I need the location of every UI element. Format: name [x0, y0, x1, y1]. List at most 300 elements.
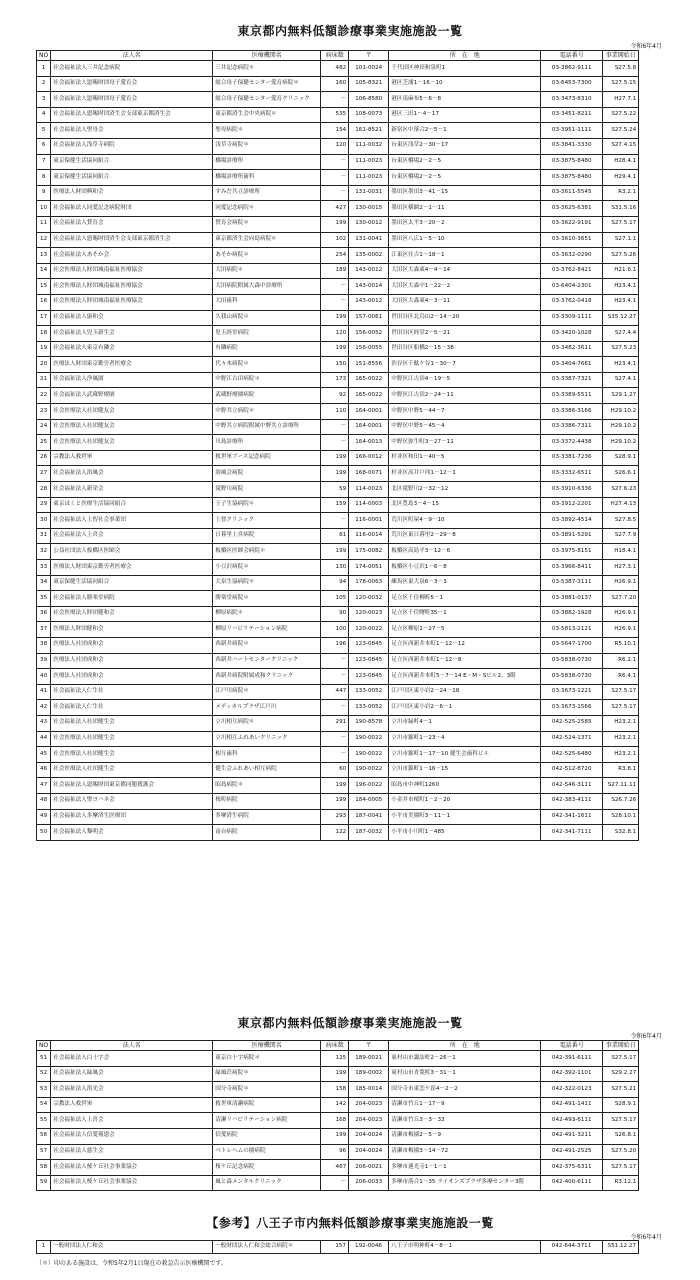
row-number: 42: [37, 700, 51, 716]
facility-name: あそか病院＊: [213, 248, 321, 264]
corporation-name: 一般財団法人仁和会: [51, 1241, 213, 1254]
row-number: 57: [37, 1144, 51, 1160]
phone-number: 042-525-2585: [541, 715, 603, 731]
postal-code: 157-0061: [349, 310, 389, 326]
table-row: [37, 61, 639, 77]
row-number: 2: [37, 76, 51, 92]
row-number: 23: [37, 404, 51, 420]
header-row: [37, 1041, 639, 1051]
column-header: 〒: [349, 51, 389, 61]
bed-count: 467: [321, 1160, 349, 1176]
corporation-name: 社会福祉法人恩賜財団済生会支部東京都済生会: [51, 232, 213, 248]
address: 足立区西新井本町1－12－8: [389, 653, 541, 669]
phone-number: 03-3632-0290: [541, 248, 603, 264]
row-number: 50: [37, 825, 51, 841]
row-number: 37: [37, 622, 51, 638]
address: 墨田区太平3－20－2: [389, 216, 541, 232]
facility-name: 南台病院: [213, 825, 321, 841]
row-number: 58: [37, 1160, 51, 1176]
address: 港区三田1－4－17: [389, 107, 541, 123]
postal-code: 116-0001: [349, 513, 389, 529]
address: 大田区大森東4－3－11: [389, 294, 541, 310]
postal-code: 164-0001: [349, 419, 389, 435]
bed-count: 199: [321, 1066, 349, 1082]
table-row: [37, 1241, 639, 1254]
column-header: 病床数: [321, 51, 349, 61]
phone-number: 03-3622-9191: [541, 216, 603, 232]
row-number: 36: [37, 606, 51, 622]
address: 荒川区町屋4－9－10: [389, 513, 541, 529]
facility-name: 救世軍清瀬病院: [213, 1097, 321, 1113]
start-date: H29.10.2: [603, 435, 639, 451]
column-header: 〒: [349, 1041, 389, 1051]
table-row: [37, 1082, 639, 1098]
facility-name: 多摩済生病院: [213, 809, 321, 825]
page2-table: [36, 1040, 639, 1191]
table-row: [37, 778, 639, 794]
facility-name: 浅草寺病院＊: [213, 138, 321, 154]
row-number: 13: [37, 248, 51, 264]
phone-number: 042-491-1411: [541, 1097, 603, 1113]
table-row: [37, 138, 639, 154]
phone-number: 03-3420-1028: [541, 326, 603, 342]
table-row: [37, 232, 639, 248]
start-date: S27.5.26: [603, 248, 639, 264]
start-date: R3.12.1: [603, 1175, 639, 1191]
start-date: S27.5.21: [603, 1082, 639, 1098]
bed-count: 125: [321, 1051, 349, 1067]
bed-count: 535: [321, 107, 349, 123]
bed-count: 168: [321, 1113, 349, 1129]
hachioji-date: 令和6年4月: [630, 1234, 662, 1241]
facility-name: 賛育会病院＊: [213, 216, 321, 232]
postal-code: 174-0051: [349, 560, 389, 576]
facility-name: 東京白十字病院＊: [213, 1051, 321, 1067]
row-number: 20: [37, 357, 51, 373]
start-date: S27.5.15: [603, 76, 639, 92]
corporation-name: 社会福祉法人上宮会: [51, 1113, 213, 1129]
row-number: 7: [37, 154, 51, 170]
postal-code: 123-0845: [349, 653, 389, 669]
table-row: [37, 1051, 639, 1067]
postal-code: 135-0002: [349, 248, 389, 264]
start-date: R3.8.1: [603, 762, 639, 778]
facility-name: 小豆沢病院＊: [213, 560, 321, 576]
row-number: 30: [37, 513, 51, 529]
facility-name: 王子生協病院＊: [213, 497, 321, 513]
postal-code: 105-8321: [349, 76, 389, 92]
corporation-name: 社会医療法人社団健生会: [51, 731, 213, 747]
phone-number: 03-3386-7311: [541, 419, 603, 435]
start-date: S27.4.1: [603, 372, 639, 388]
table-row: [37, 372, 639, 388]
address: 杉並区和田1－40－5: [389, 450, 541, 466]
facility-name: 大田病院＊: [213, 263, 321, 279]
phone-number: 03-3389-5511: [541, 388, 603, 404]
row-number: 47: [37, 778, 51, 794]
table-row: [37, 76, 639, 92]
address: 江東区住吉1－18－1: [389, 248, 541, 264]
row-number: 11: [37, 216, 51, 232]
phone-number: 042-383-4111: [541, 793, 603, 809]
postal-code: 168-0071: [349, 466, 389, 482]
page1-title: 東京都内無料低額診療事業実施施設一覧: [237, 24, 463, 38]
postal-code: 189-0002: [349, 1066, 389, 1082]
table-row: [37, 185, 639, 201]
address: 大田区大森東4－4－14: [389, 263, 541, 279]
table-row: [37, 450, 639, 466]
table-row: [37, 513, 639, 529]
bed-count: 199: [321, 778, 349, 794]
corporation-name: 社会福祉法人多摩済生医療団: [51, 809, 213, 825]
address: 多摩市落合1－35 ライオンズプラザ多摩センター3階: [389, 1175, 541, 1191]
row-number: 9: [37, 185, 51, 201]
facility-name: 有隣病院: [213, 341, 321, 357]
start-date: H28.4.1: [603, 154, 639, 170]
bed-count: 199: [321, 793, 349, 809]
address: 大田区大森中1－22－2: [389, 279, 541, 295]
corporation-name: 東京保健生活協同組合: [51, 170, 213, 186]
address: 足立区柳原1－27－5: [389, 622, 541, 638]
row-number: 41: [37, 684, 51, 700]
postal-code: 206-0033: [349, 1175, 389, 1191]
postal-code: 108-0073: [349, 107, 389, 123]
row-number: 15: [37, 279, 51, 295]
column-header: 所 在 地: [389, 1041, 541, 1051]
table-row: [37, 715, 639, 731]
address: 足立区西新井本町1－12－12: [389, 637, 541, 653]
bed-count: 120: [321, 138, 349, 154]
bed-count: 59: [321, 482, 349, 498]
table-row: [37, 388, 639, 404]
facility-name: 東京都済生会中央病院＊: [213, 107, 321, 123]
bed-count: 157: [321, 1241, 349, 1254]
facility-name: 滝野川病院: [213, 482, 321, 498]
bed-count: 81: [321, 528, 349, 544]
facility-name: 清瀬リハビリテーション病院: [213, 1113, 321, 1129]
page2-title: 東京都内無料低額診療事業実施施設一覧: [237, 1016, 463, 1030]
start-date: S31.5.16: [603, 201, 639, 217]
corporation-name: 社会福祉法人恩賜財団東京都同胞援護会: [51, 778, 213, 794]
bed-count: 150: [321, 357, 349, 373]
bed-count: －: [321, 700, 349, 716]
row-number: 35: [37, 591, 51, 607]
row-number: 6: [37, 138, 51, 154]
corporation-name: 社会医療法人財団健和会: [51, 606, 213, 622]
postal-code: 204-0024: [349, 1144, 389, 1160]
postal-code: 130-0012: [349, 216, 389, 232]
phone-number: 042-341-7111: [541, 825, 603, 841]
row-number: 38: [37, 637, 51, 653]
row-number: 51: [37, 1051, 51, 1067]
address: 杉並区高井戸西1－12－1: [389, 466, 541, 482]
row-number: 31: [37, 528, 51, 544]
start-date: S27.4.4: [603, 326, 639, 342]
table-row: [37, 809, 639, 825]
address: 台東区浅草2－30－17: [389, 138, 541, 154]
corporation-name: 社会福祉法人慈生会: [51, 1144, 213, 1160]
corporation-name: 社会福祉法人恩賜財団母子愛育会: [51, 92, 213, 108]
phone-number: 03-3862-9111: [541, 61, 603, 77]
address: 足立区西新井本町5－7－14 E・M・Sビル2、3階: [389, 669, 541, 685]
corporation-name: 社会福祉法人社団健生会: [51, 715, 213, 731]
row-number: 26: [37, 450, 51, 466]
postal-code: 101-0024: [349, 61, 389, 77]
corporation-name: 医療法人財団興和会: [51, 185, 213, 201]
row-number: 59: [37, 1175, 51, 1191]
column-header: 医療機関名: [213, 1041, 321, 1051]
corporation-name: 公益社団法人板橋区医師会: [51, 544, 213, 560]
address: 千代田区神田和泉町1: [389, 61, 541, 77]
address: 荒川区東日暮里2－29－8: [389, 528, 541, 544]
bed-count: －: [321, 669, 349, 685]
table-row: [37, 341, 639, 357]
address: 小金井市桜町1－2－20: [389, 793, 541, 809]
row-number: 12: [37, 232, 51, 248]
phone-number: 042-375-6311: [541, 1160, 603, 1176]
row-number: 19: [37, 341, 51, 357]
table-row: [37, 263, 639, 279]
row-number: 46: [37, 762, 51, 778]
postal-code: 131-0031: [349, 185, 389, 201]
postal-code: 164-0013: [349, 435, 389, 451]
row-number: 40: [37, 669, 51, 685]
postal-code: 190-0022: [349, 731, 389, 747]
postal-code: 120-0022: [349, 622, 389, 638]
postal-code: 165-0022: [349, 372, 389, 388]
table-row: [37, 107, 639, 123]
table-row: [37, 216, 639, 232]
row-number: 14: [37, 263, 51, 279]
facility-name: 西新井ハートセンタークリニック: [213, 653, 321, 669]
page1-date: 令和6年4月: [630, 43, 662, 50]
phone-number: 03-3882-1928: [541, 606, 603, 622]
start-date: S29.1.27: [603, 388, 639, 404]
facility-name: 西新井病院＊: [213, 637, 321, 653]
facility-name: 風と森メンタルクリニック: [213, 1175, 321, 1191]
postal-code: 116-0014: [349, 528, 389, 544]
start-date: S27.5.17: [603, 684, 639, 700]
row-number: 48: [37, 793, 51, 809]
phone-number: 03-3381-7236: [541, 450, 603, 466]
facility-name: 総合母子保健センター愛育クリニック: [213, 92, 321, 108]
bed-count: 142: [321, 1097, 349, 1113]
table-row: [37, 606, 639, 622]
start-date: H26.9.1: [603, 606, 639, 622]
address: 中野区江古田4－19－5: [389, 372, 541, 388]
start-date: S28.10.1: [603, 809, 639, 825]
postal-code: 190-0022: [349, 747, 389, 763]
postal-code: 192-0046: [349, 1241, 389, 1254]
postal-code: 204-0023: [349, 1113, 389, 1129]
facility-name: 桜ケ丘記念病院: [213, 1160, 321, 1176]
facility-name: 武蔵野療園病院: [213, 388, 321, 404]
facility-name: 代々木病院＊: [213, 357, 321, 373]
postal-code: 114-0023: [349, 482, 389, 498]
start-date: R6.4.1: [603, 669, 639, 685]
corporation-name: 医療法人社団成和会: [51, 669, 213, 685]
start-date: H29.4.1: [603, 170, 639, 186]
table-row: [37, 435, 639, 451]
address: 立川市緑町4－1: [389, 715, 541, 731]
postal-code: 156-0052: [349, 326, 389, 342]
phone-number: 042-400-6111: [541, 1175, 603, 1191]
postal-code: 165-0022: [349, 388, 389, 404]
phone-number: 03-3387-7321: [541, 372, 603, 388]
table-row: [37, 326, 639, 342]
bed-count: 120: [321, 326, 349, 342]
corporation-name: 社会福祉法人浅草寺病院: [51, 138, 213, 154]
corporation-name: 社会福祉法人浴風会: [51, 466, 213, 482]
address: 江戸川区東小岩2－24－18: [389, 684, 541, 700]
start-date: S27.1.1: [603, 232, 639, 248]
address: 小平市美園町3－11－1: [389, 809, 541, 825]
facility-name: 中野共立病院附属中野共立診療所: [213, 419, 321, 435]
start-date: S27.5.17: [603, 1113, 639, 1129]
corporation-name: 社会医療法人社団健生会: [51, 762, 213, 778]
column-header: 事業開始日: [603, 51, 639, 61]
address: 北区豊島3－4－15: [389, 497, 541, 513]
phone-number: 03-3611-5545: [541, 185, 603, 201]
phone-number: 042-322-0123: [541, 1082, 603, 1098]
bed-count: －: [321, 185, 349, 201]
bed-count: 94: [321, 575, 349, 591]
facility-name: 緑風荘病院＊: [213, 1066, 321, 1082]
postal-code: 151-8556: [349, 357, 389, 373]
postal-code: 166-0012: [349, 450, 389, 466]
facility-name: 勝楽堂病院＊: [213, 591, 321, 607]
corporation-name: 社会医療法人社団健友会: [51, 435, 213, 451]
corporation-name: 社会福祉法人康和会: [51, 310, 213, 326]
start-date: S27.4.15: [603, 138, 639, 154]
start-date: R3.2.1: [603, 185, 639, 201]
start-date: H18.4.1: [603, 544, 639, 560]
bed-count: 199: [321, 544, 349, 560]
phone-number: 03-3451-8211: [541, 107, 603, 123]
table-row: [37, 123, 639, 139]
row-number: 54: [37, 1097, 51, 1113]
bed-count: 96: [321, 1144, 349, 1160]
corporation-name: 社会福祉法人桜ケ丘社会事業協会: [51, 1175, 213, 1191]
postal-code: 156-0055: [349, 341, 389, 357]
start-date: H23.4.1: [603, 357, 639, 373]
start-date: H29.10.2: [603, 419, 639, 435]
bed-count: －: [321, 513, 349, 529]
postal-code: 204-0023: [349, 1097, 389, 1113]
start-date: S27.5.8: [603, 61, 639, 77]
hachioji-title: 【参考】八王子市内無料低額診療事業実施施設一覧: [206, 1216, 494, 1230]
address: 板橋区高島平3－12－6: [389, 544, 541, 560]
bed-count: －: [321, 92, 349, 108]
bed-count: 293: [321, 809, 349, 825]
start-date: S27.5.17: [603, 1160, 639, 1176]
table-row: [37, 466, 639, 482]
table-row: [37, 544, 639, 560]
start-date: S27.5.17: [603, 216, 639, 232]
table-row: [37, 1160, 639, 1176]
table-row: [37, 497, 639, 513]
bed-count: －: [321, 435, 349, 451]
address: 練馬区東大泉6－3－3: [389, 575, 541, 591]
table-row: [37, 1113, 639, 1129]
row-number: 21: [37, 372, 51, 388]
phone-number: 042-525-6480: [541, 747, 603, 763]
postal-code: 133-0052: [349, 684, 389, 700]
corporation-name: 社会福祉法人浴光会: [51, 1082, 213, 1098]
corporation-name: 医療法人財団東京勤労者医療会: [51, 357, 213, 373]
row-number: 24: [37, 419, 51, 435]
facility-name: 一般財団法人仁和会総合病院＊: [213, 1241, 321, 1254]
column-header: 所 在 地: [389, 51, 541, 61]
corporation-name: 社会福祉法人桜ケ丘社会事業協会: [51, 1160, 213, 1176]
row-number: 29: [37, 497, 51, 513]
corporation-name: 社会福祉法人仁生社: [51, 684, 213, 700]
bed-count: 130: [321, 560, 349, 576]
row-number: 27: [37, 466, 51, 482]
table-row: [37, 622, 639, 638]
corporation-name: 医療法人社団成和会: [51, 653, 213, 669]
phone-number: 03-3673-1566: [541, 700, 603, 716]
start-date: H26.9.1: [603, 622, 639, 638]
postal-code: 184-0005: [349, 793, 389, 809]
bed-count: 158: [321, 1082, 349, 1098]
facility-name: 上智クリニック: [213, 513, 321, 529]
column-header: 病床数: [321, 1041, 349, 1051]
corporation-name: 社会福祉法人勝楽堂病院: [51, 591, 213, 607]
start-date: S27.5.24: [603, 123, 639, 139]
row-number: 5: [37, 123, 51, 139]
table-row: [37, 669, 639, 685]
start-date: R5.10.1: [603, 637, 639, 653]
corporation-name: 社会福祉法人緑風会: [51, 1066, 213, 1082]
page2-date: 令和6年4月: [630, 1033, 662, 1040]
table-row: [37, 700, 639, 716]
phone-number: 03-3875-8480: [541, 154, 603, 170]
table-row: [37, 482, 639, 498]
start-date: H26.9.1: [603, 575, 639, 591]
address: 新宿区中落合2－5－1: [389, 123, 541, 139]
start-date: S28.9.1: [603, 450, 639, 466]
bed-count: －: [321, 1175, 349, 1191]
column-header: 法人名: [51, 51, 213, 61]
phone-number: 03-3372-4438: [541, 435, 603, 451]
facility-name: 東京都済生会向島病院＊: [213, 232, 321, 248]
table-row: [37, 248, 639, 264]
postal-code: 187-0032: [349, 825, 389, 841]
bed-count: 102: [321, 232, 349, 248]
column-header: 電話番号: [541, 51, 603, 61]
address: 東村山市諏訪町2－26－1: [389, 1051, 541, 1067]
bed-count: 196: [321, 637, 349, 653]
row-number: 43: [37, 715, 51, 731]
bed-count: －: [321, 170, 349, 186]
phone-number: 03-3404-7661: [541, 357, 603, 373]
corporation-name: 社会福祉法人あそか会: [51, 248, 213, 264]
address: 江戸川区東小岩2－6－1: [389, 700, 541, 716]
bed-count: 291: [321, 715, 349, 731]
postal-code: 175-0082: [349, 544, 389, 560]
postal-code: 143-0012: [349, 294, 389, 310]
row-number: 39: [37, 653, 51, 669]
address: 足立区千住曙町35－1: [389, 606, 541, 622]
facility-name: 江戸川病院＊: [213, 684, 321, 700]
facility-name: 橋場診療所歯科: [213, 170, 321, 186]
column-header: NO: [37, 1041, 51, 1051]
phone-number: 03-3975-8151: [541, 544, 603, 560]
corporation-name: 社会医療法人社団健友会: [51, 419, 213, 435]
bed-count: 92: [321, 388, 349, 404]
phone-number: 03-3482-3611: [541, 341, 603, 357]
